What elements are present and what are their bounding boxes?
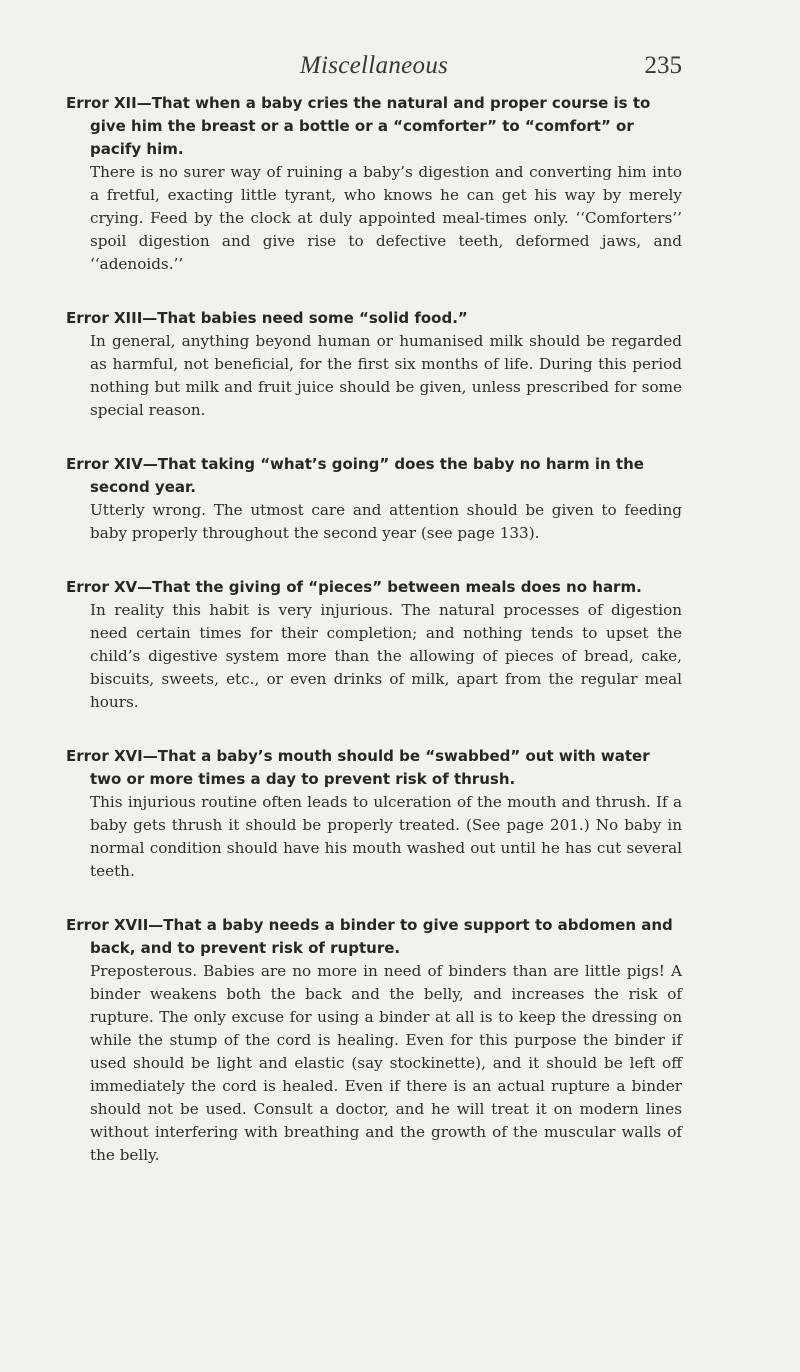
error-entry-xvi bbox=[66, 745, 682, 883]
entry-body: In reality this habit is very injurious. The natural processes of digestion need certain times for their completion; and nothing tends to upset the child’s digestive system more than the allowing of pieces of bread, cake, biscuits, sweets, etc., or even drinks of milk, apart from the regular meal hours. bbox=[90, 601, 682, 711]
entry-body: This injurious routine often leads to ulceration of the mouth and thrush. If a baby gets thrush it should be properly treated. (See page 201.) No baby in normal condition should have his mouth washed out until he has cut several teeth. bbox=[90, 793, 682, 880]
running-head bbox=[66, 52, 682, 92]
page-number: 235 bbox=[644, 52, 682, 79]
running-title: Miscellaneous bbox=[299, 52, 449, 79]
entry-body: Utterly wrong. The utmost care and attention should be given to feeding baby properly throughout the second year (see page 133). bbox=[90, 501, 682, 542]
entry-heading: Error XVII—That a baby needs a binder to give support to abdomen and back, and to prevent risk of rupture. bbox=[66, 916, 673, 957]
error-entry-xiv bbox=[66, 453, 682, 545]
error-entry-xiii bbox=[66, 307, 682, 422]
entry-body: Preposterous. Babies are no more in need of binders than are little pigs! A binder weakens both the back and the belly, and increases the risk of rupture. The only excuse for using a binder at all is to keep the dressing on while the stump of the cord is healing. Even for this purpose the binder if used should be light and elastic (say stockinette), and it should be left off immediately the cord is healed. Even if there is an actual rupture a binder should not be used. Consult a doctor, and he will treat it on modern lines without interfering with breathing and the growth of the muscular walls of the belly. bbox=[90, 962, 682, 1164]
entry-heading: Error XIV—That taking “what’s going” does the baby no harm in the second year. bbox=[66, 455, 644, 496]
entry-heading: Error XV—That the giving of “pieces” between meals does no harm. bbox=[66, 578, 642, 596]
entry-heading: Error XIII—That babies need some “solid food.” bbox=[66, 309, 468, 327]
error-entry-xii bbox=[66, 92, 682, 276]
entry-body: There is no surer way of ruining a baby’s digestion and converting him into a fretful, exacting little tyrant, who knows he can get his way by merely crying. Feed by the clock at duly appointed meal-times only. ‘‘Comforters’’ spoil digestion and give rise to defective teeth, deformed jaws, and ‘‘adenoids.’’ bbox=[90, 163, 682, 273]
entry-body: In general, anything beyond human or humanised milk should be regarded as harmful, not beneficial, for the first six months of life. During this period nothing but milk and fruit juice should be given, unless prescribed for some special reason. bbox=[90, 332, 682, 419]
error-entry-xv bbox=[66, 576, 682, 714]
entry-heading: Error XVI—That a baby’s mouth should be “swabbed” out with water two or more times a day to prevent risk of thrush. bbox=[66, 747, 650, 788]
entry-heading: Error XII—That when a baby cries the natural and proper course is to give him the breast or a bottle or a “comforter” to “comfort” or pacify him. bbox=[66, 94, 651, 158]
error-entry-xvii bbox=[66, 914, 682, 1167]
